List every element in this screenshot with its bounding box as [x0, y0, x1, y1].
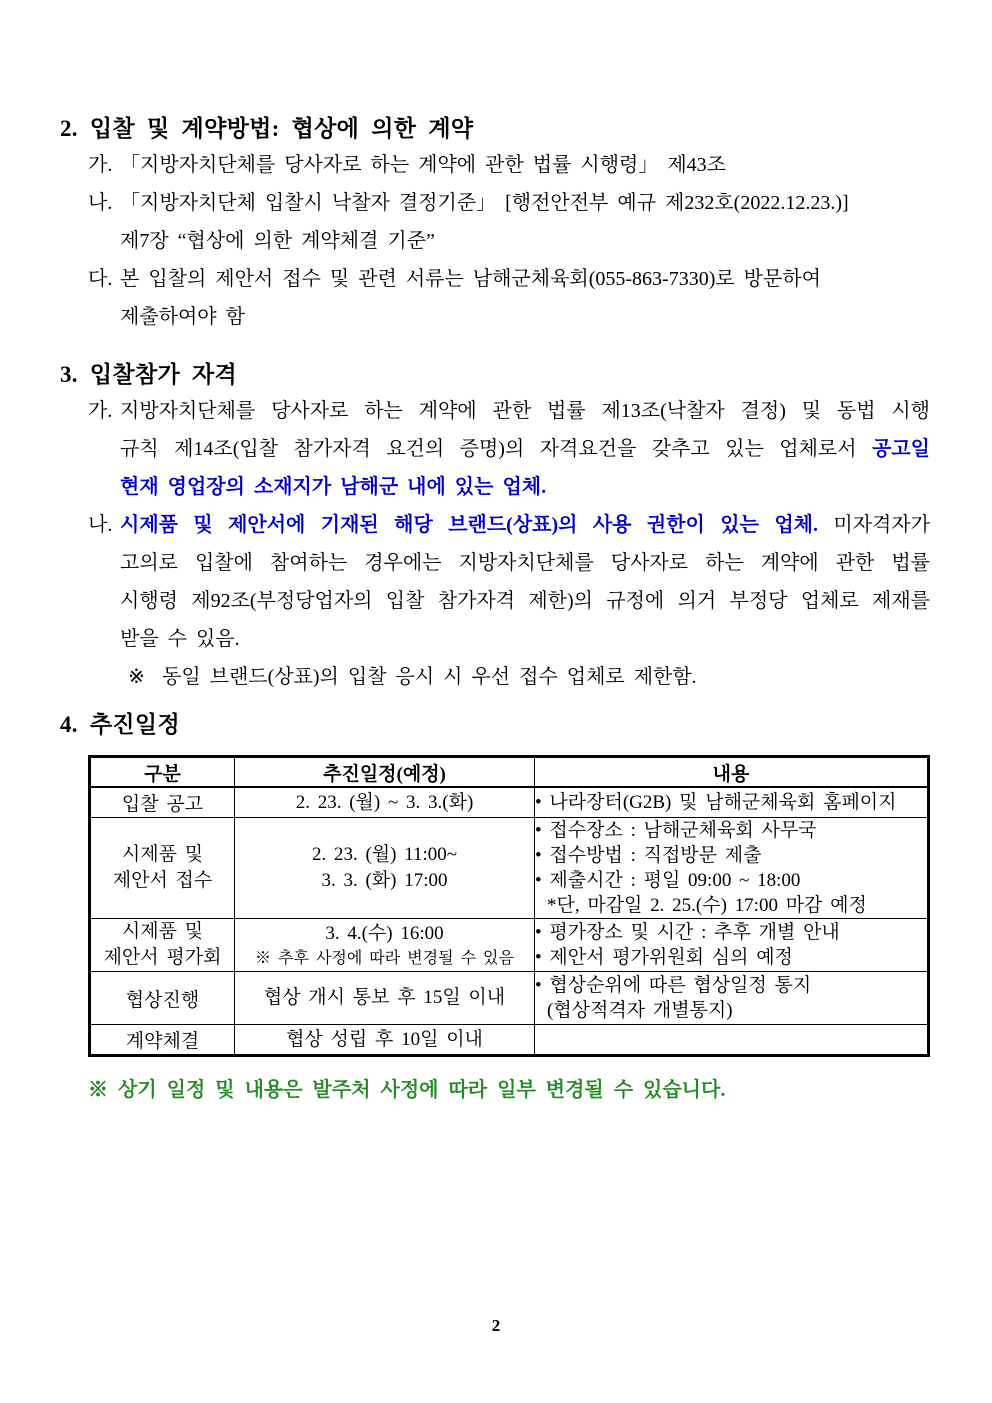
schedule-line: 2. 23. (월) ~ 3. 3.(화): [295, 791, 474, 813]
cell-schedule: [235, 818, 535, 919]
cell-content: [535, 919, 929, 972]
table-header-row: [90, 757, 929, 788]
cell-content: [535, 787, 929, 818]
table-row: [90, 787, 929, 818]
list-item-ga-continued: [120, 430, 930, 468]
list-item-da: [88, 260, 930, 298]
content-line: • 평가장소 및 시간 : 추후 개별 안내: [535, 922, 840, 943]
table-row: [90, 818, 929, 919]
schedule-footnote: ※ 상기 일정 및 내용은 발주처 사정에 따라 일부 변경될 수 있습니다.: [88, 1079, 726, 1101]
item-text-blue-emphasis: 현재 영업장의 소재지가 남해군 내에 있는 업체.: [120, 476, 547, 498]
schedule-table: [88, 755, 930, 1057]
item-text-blue-emphasis: 시제품 및 제안서에 기재된 해당 브랜드(상표)의 사용 권한이 있는 업체.: [120, 514, 818, 536]
item-label: 다.: [88, 268, 113, 290]
schedule-line: 협상 성립 후 10일 이내: [286, 1028, 483, 1050]
note-marker: ※: [128, 666, 145, 688]
cell-schedule: [235, 1025, 535, 1056]
column-header-category: 구분: [90, 757, 235, 788]
section-3-note: [128, 658, 930, 696]
item-text: 시행령 제92조(부정당업자의 입찰 참가자격 제한)의 규정에 의거 부정당 업체로 제재를: [120, 590, 930, 612]
cell-category: [90, 818, 235, 919]
item-text-black: 규칙 제14조(입찰 참가자격 요건의 증명)의 자격요건을 갖추고 있는 업체로서: [120, 438, 873, 460]
content-line: • 제안서 평가위원회 심의 예정: [535, 947, 793, 968]
category-line: 시제품 및: [121, 844, 204, 865]
content-subline: (협상적격자 개별통지): [547, 1000, 733, 1021]
item-text-blue-emphasis: 공고일: [872, 438, 930, 460]
content-subline: *단, 마감일 2. 25.(수) 17:00 마감 예정: [547, 895, 867, 916]
section-4-heading: 4. 추진일정: [60, 712, 180, 737]
cell-content-empty: [535, 1025, 929, 1056]
cell-category: [90, 919, 235, 972]
table-row: [90, 972, 929, 1025]
content-line: • 나라장터(G2B) 및 남해군체육회 홈페이지: [535, 792, 897, 813]
category-line: 제안서 접수: [112, 870, 213, 891]
list-item-na-continued: [120, 544, 930, 582]
item-label: 가.: [88, 400, 113, 422]
table-row: [90, 919, 929, 972]
cell-category: 입찰 공고: [90, 787, 235, 818]
item-text: 제7장 “협상에 의한 계약체결 기준”: [120, 230, 435, 252]
content-line: • 제출시간 : 평일 09:00 ~ 18:00: [535, 870, 801, 891]
section-3-heading: 3. 입찰참가 자격: [60, 362, 238, 387]
cell-content: [535, 972, 929, 1025]
list-item-na: [88, 506, 930, 544]
item-text: 제출하여야 함: [120, 306, 245, 328]
item-text: 「지방자치단체를 당사자로 하는 계약에 관한 법률 시행령」 제43조: [120, 154, 726, 176]
list-item-na-continued: [120, 620, 930, 658]
table-row: [90, 1025, 929, 1056]
cell-schedule: [235, 972, 535, 1025]
column-header-content: 내용: [535, 757, 929, 788]
list-item-na: [88, 184, 930, 222]
item-text: 지방자치단체를 당사자로 하는 계약에 관한 법률 제13조(낙찰자 결정) 및 동법 시행: [120, 400, 930, 422]
schedule-note: ※ 추후 사정에 따라 변경될 수 있음: [255, 949, 514, 967]
category-line: 시제품 및: [121, 921, 204, 942]
schedule-line: 3. 3. (화) 17:00: [321, 870, 448, 891]
item-label: 나.: [88, 192, 113, 214]
item-text: [120, 506, 930, 544]
list-item-na-continued: [120, 222, 930, 260]
schedule-line: 협상 개시 통보 후 15일 이내: [263, 987, 506, 1008]
note-text: 동일 브랜드(상표)의 입찰 응시 시 우선 접수 업체로 제한함.: [162, 666, 697, 688]
item-text: [120, 430, 930, 468]
section-2-heading: 2. 입찰 및 계약방법: 협상에 의한 계약: [60, 116, 474, 141]
list-item-da-continued: [120, 298, 930, 336]
cell-category: 협상진행: [90, 972, 235, 1025]
item-text-black: 미자격자가: [817, 514, 930, 536]
schedule-line: 2. 23. (월) 11:00~: [311, 844, 458, 865]
item-text: 본 입찰의 제안서 접수 및 관련 서류는 남해군체육회(055-863-7330)로 방문하여: [120, 268, 821, 290]
item-label: 나.: [88, 514, 113, 536]
cell-content: [535, 818, 929, 919]
cell-schedule: [235, 787, 535, 818]
section-2-body: [60, 146, 930, 336]
list-item-ga-continued: [120, 468, 930, 506]
item-text: 고의로 입찰에 참여하는 경우에는 지방자치단체를 당사자로 하는 계약에 관한 법률: [120, 552, 930, 574]
content-line: • 접수방법 : 직접방문 제출: [535, 845, 762, 866]
cell-category: 계약체결: [90, 1025, 235, 1056]
item-text: 「지방자치단체 입찰시 낙찰자 결정기준」 [행전안전부 예규 제232호(2022.12.23.)]: [120, 192, 849, 214]
content-line: • 협상순위에 따른 협상일정 통지: [535, 975, 812, 996]
schedule-line: 3. 4.(수) 16:00: [325, 922, 444, 944]
category-line: 제안서 평가회: [103, 947, 222, 968]
page-number: 2: [491, 1316, 501, 1335]
list-item-na-continued: [120, 582, 930, 620]
item-text: [120, 468, 930, 506]
content-line: • 접수장소 : 남해군체육회 사무국: [535, 820, 817, 841]
item-label: 가.: [88, 154, 113, 176]
section-3-body: [60, 392, 930, 696]
cell-schedule: [235, 919, 535, 972]
list-item-ga: [88, 146, 930, 184]
column-header-schedule: 추진일정(예정): [235, 757, 535, 788]
item-text: 받을 수 있음.: [120, 628, 240, 650]
list-item-ga: [88, 392, 930, 430]
